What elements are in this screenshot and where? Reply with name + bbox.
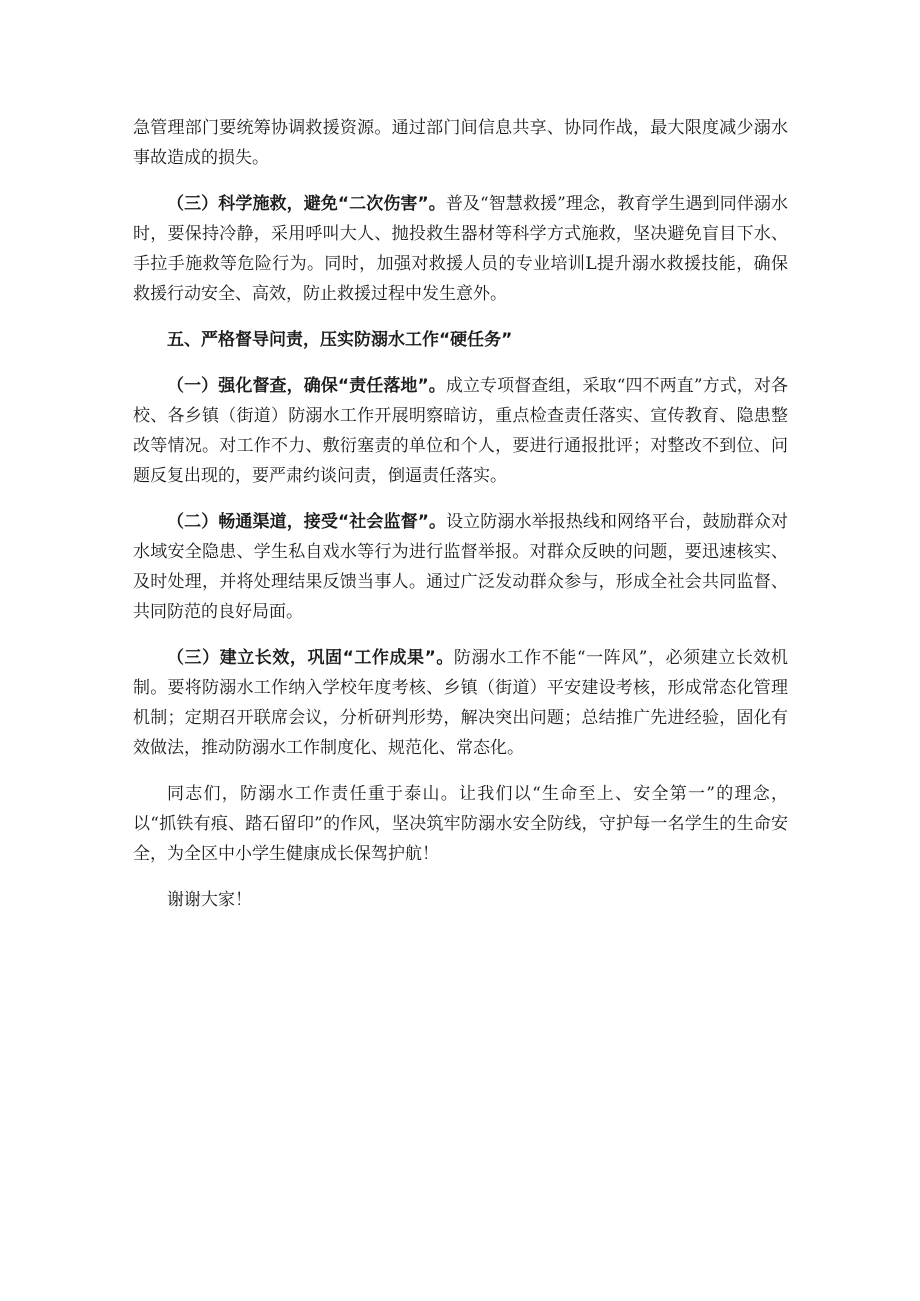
document-page [133,113,788,915]
paragraph-continued [133,113,788,173]
paragraph-strengthen-supervision [133,371,788,491]
paragraph-lead: （二）畅通渠道，接受“社会监督”。 [167,512,447,532]
paragraph-lead: （三）科学施救，避免“二次伤害”。 [167,194,446,214]
paragraph-text: 成立专项督查组，采取“四不两直”方式，对各校、各乡镇（街道）防溺水工作开展明察暗访，重点检查责任落实、宣传教育、隐患整改等情况。对工作不力、敷衍塞责的单位和个人，要进行通报批评；对整改不到位、问题反复出现的，要严肃约谈问责，倒逼责任落实。 [133,376,788,486]
paragraph-thanks [133,885,788,915]
paragraph-lead: （一）强化督查，确保“责任落地”。 [167,376,446,396]
paragraph-text: 普及“智慧救援”理念，教育学生遇到同伴溺水时，要保持冷静，采用呼叫大人、抛投救生器材等科学方式施救，坚决避免盲目下水、手拉手施救等危险行为。同时，加强对救援人员的专业培训L提升溺水救援技能，确保救援行动安全、高效，防止救援过程中发生意外。 [133,194,788,304]
paragraph-scientific-rescue [133,189,788,309]
paragraph-text: 设立防溺水举报热线和网络平台，鼓励群众对水域安全隐患、学生私自戏水等行为进行监督举报。对群众反映的问题，要迅速核实、及时处理，并将处理结果反馈当事人。通过广泛发动群众参与，形成全社会共同监督、共同防范的良好局面。 [133,512,788,622]
paragraph-text: 防溺水工作不能“一阵风”，必须建立长效机制。要将防溺水工作纳入学校年度考核、乡镇（街道）平安建设考核，形成常态化管理机制；定期召开联席会议，分析研判形势，解决突出问题；总结推广先进经验，固化有效做法，推动防溺水工作制度化、规范化、常态化。 [133,648,788,758]
paragraph-text: 同志们，防溺水工作责任重于泰山。让我们以“生命至上、安全第一”的理念，以“抓铁有痕、踏石留印”的作风，坚决筑牢防溺水安全防线，守护每一名学生的生命安全，为全区中小学生健康成长保驾护航！ [133,784,788,864]
paragraph-social-supervision [133,507,788,627]
paragraph-closing-remarks [133,779,788,869]
section-heading-5: 五、严格督导问责，压实防溺水工作“硬任务” [167,330,513,350]
paragraph-lead: （三）建立长效，巩固“工作成果”。 [167,648,454,668]
paragraph-text: 谢谢大家！ [167,890,252,910]
paragraph-text: 急管理部门要统筹协调救援资源。通过部门间信息共享、协同作战，最大限度减少溺水事故造成的损失。 [133,118,788,168]
paragraph-long-term-mechanism [133,643,788,763]
